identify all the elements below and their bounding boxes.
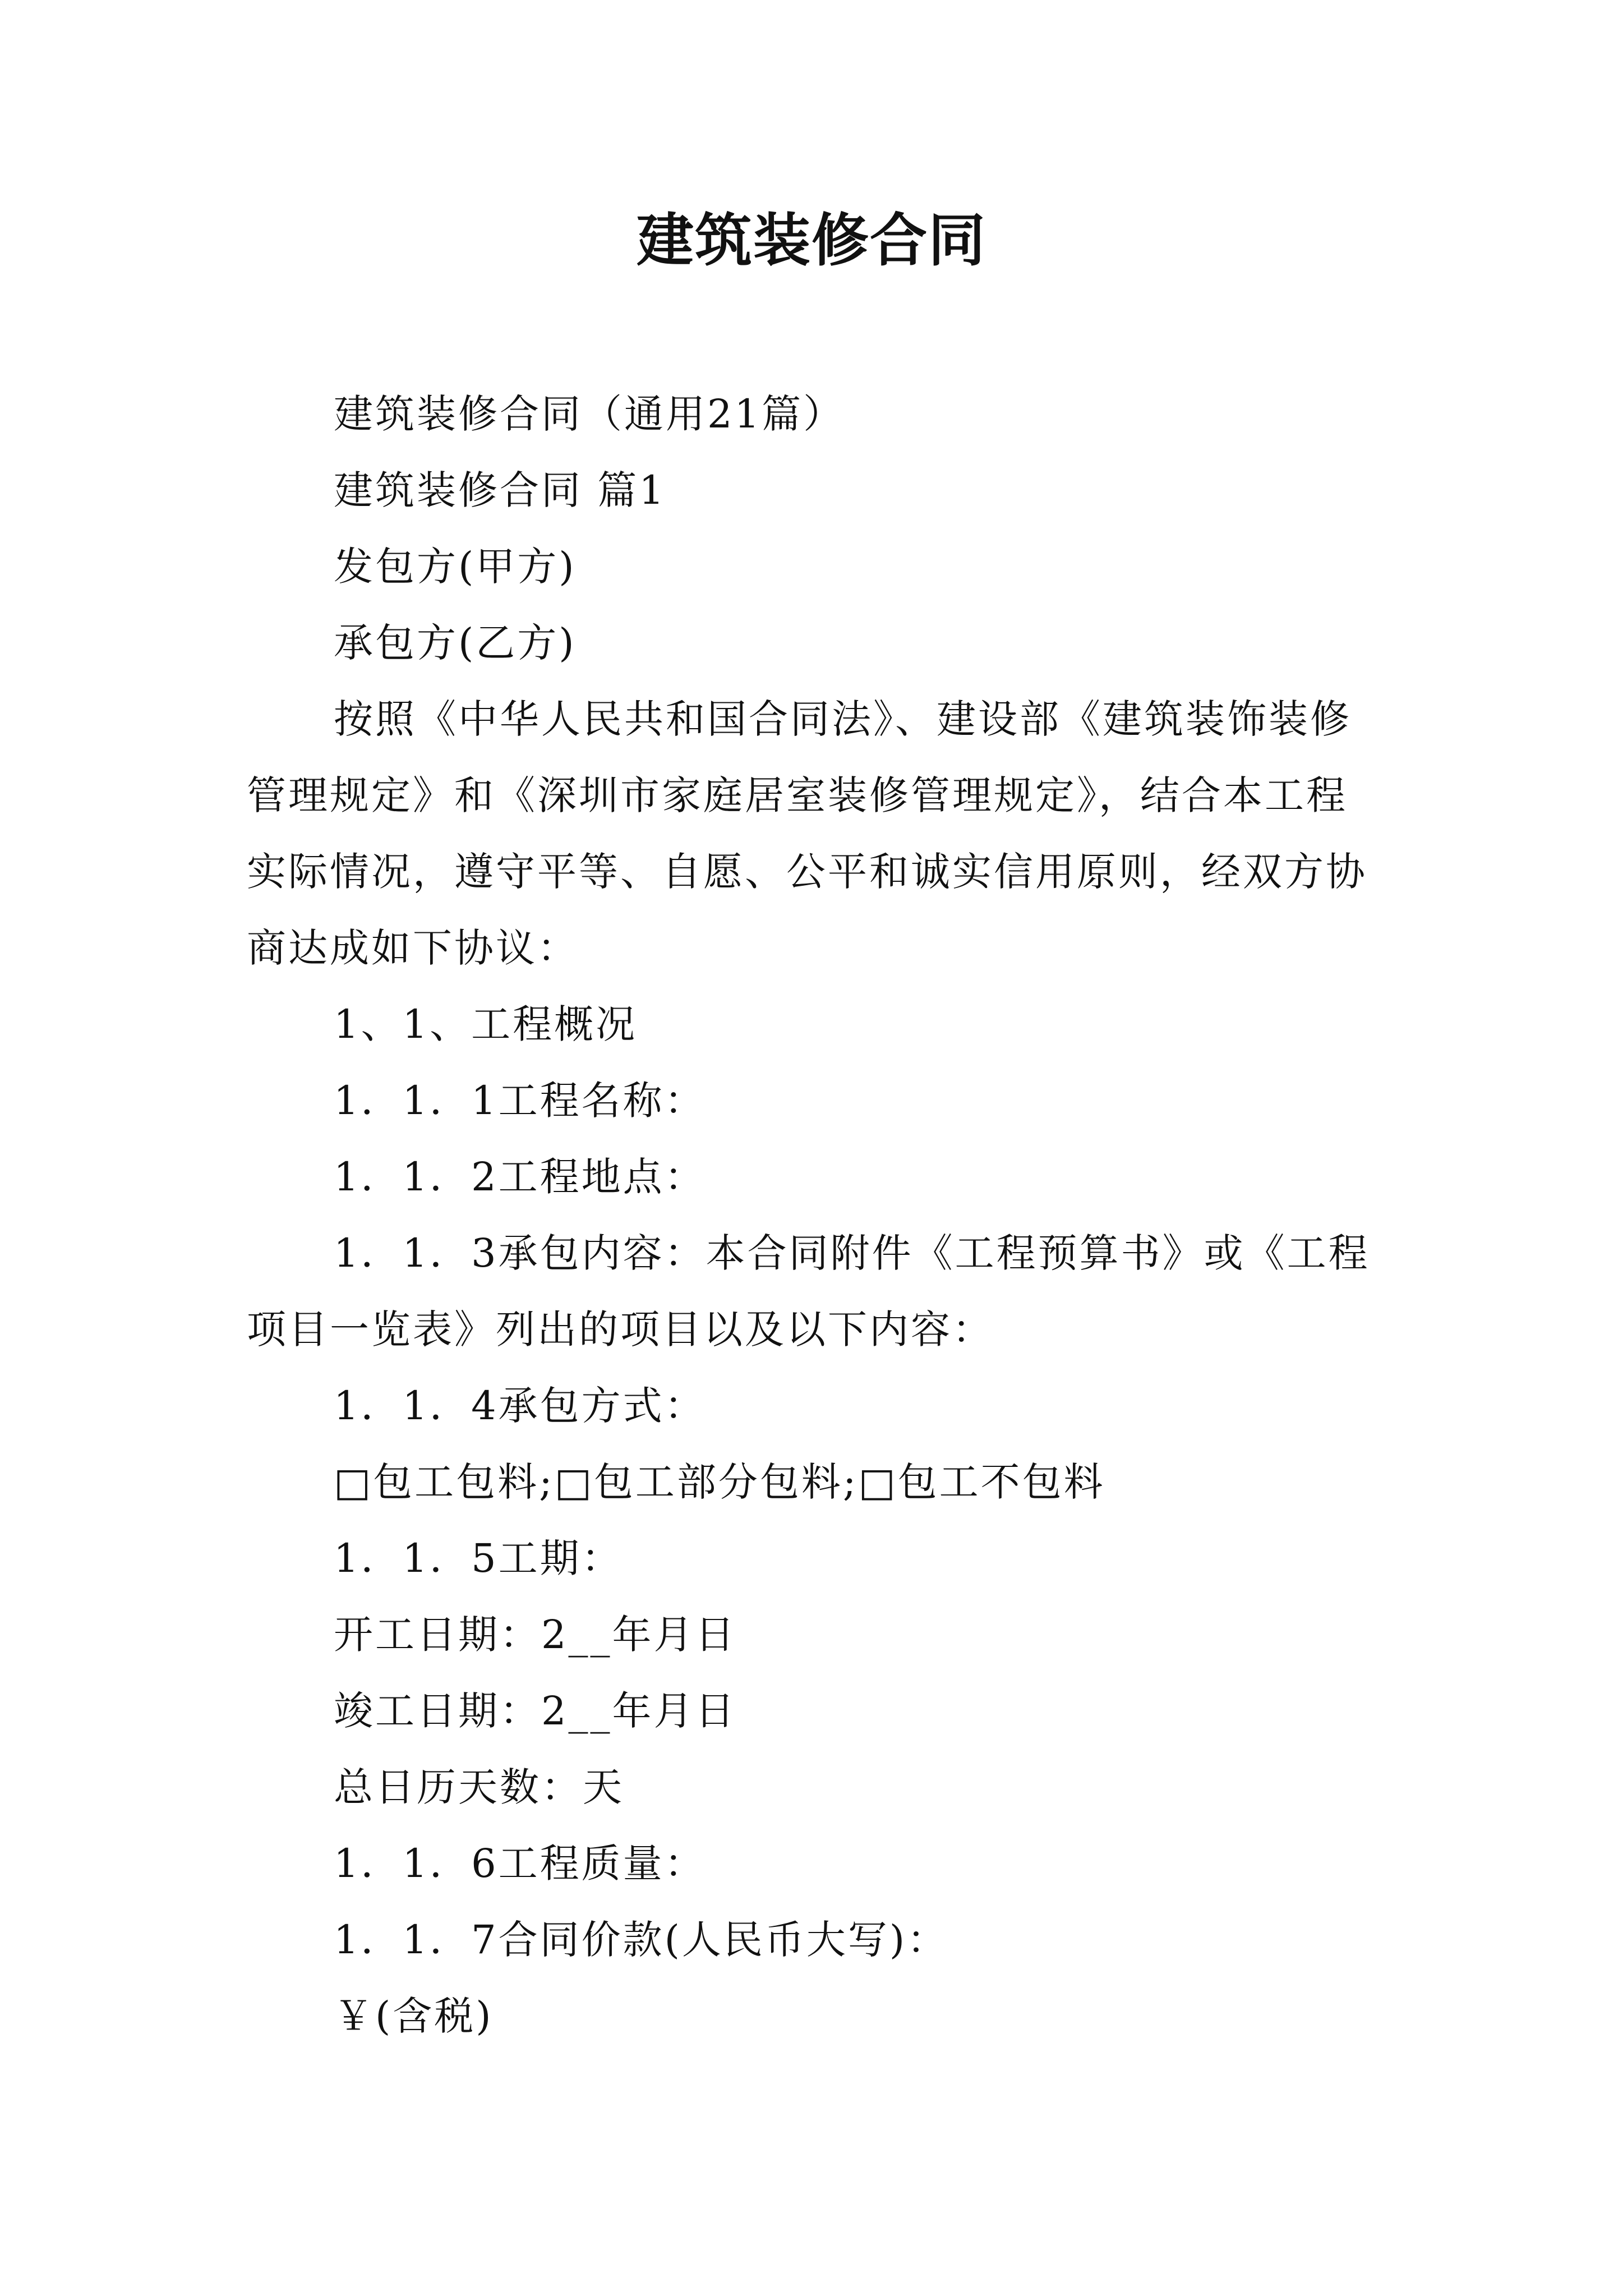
paragraph-project-overview: 1、1、工程概况	[334, 1001, 638, 1047]
paragraph-method-options: □包工包料;□包工部分包料;□包工不包料	[334, 1459, 1105, 1505]
paragraph-duration: 1．1．5工期：	[334, 1535, 623, 1581]
paragraph-total-days: 总日历天数：天	[334, 1764, 624, 1810]
document-body	[247, 376, 1389, 2054]
paragraph-contract-price: 1．1．7合同价款(人民币大写)：	[334, 1917, 949, 1963]
paragraph-project-location: 1．1．2工程地点：	[334, 1154, 706, 1200]
paragraph-completion-date: 竣工日期：2__年月日	[334, 1688, 737, 1734]
paragraph-section-heading: 建筑装修合同 篇1	[334, 467, 666, 513]
paragraph-start-date: 开工日期：2__年月日	[334, 1612, 737, 1658]
paragraph-preamble: 按照《中华人民共和国合同法》、建设部《建筑装饰装修管理规定》和《深圳市家庭居室装修管理规定》，结合本工程实际情况，遵守平等、自愿、公平和诚实信用原则，经双方协商达成如下协议：	[247, 696, 1367, 971]
paragraph-contract-method: 1．1．4承包方式：	[334, 1383, 706, 1429]
paragraph-contract-scope: 1．1．3承包内容：本合同附件《工程预算书》或《工程项目一览表》列出的项目以及以下内容：	[247, 1230, 1370, 1352]
paragraph-party-a: 发包方(甲方)	[334, 544, 577, 590]
paragraph-project-name: 1．1．1工程名称：	[334, 1078, 706, 1124]
document-title: 建筑装修合同	[637, 208, 986, 274]
paragraph-subtitle: 建筑装修合同（通用21篇）	[334, 391, 845, 437]
paragraph-quality: 1．1．6工程质量：	[334, 1841, 706, 1887]
paragraph-party-b: 承包方(乙方)	[334, 620, 577, 666]
paragraph-tax-included: ￥(含税)	[334, 1993, 494, 2039]
